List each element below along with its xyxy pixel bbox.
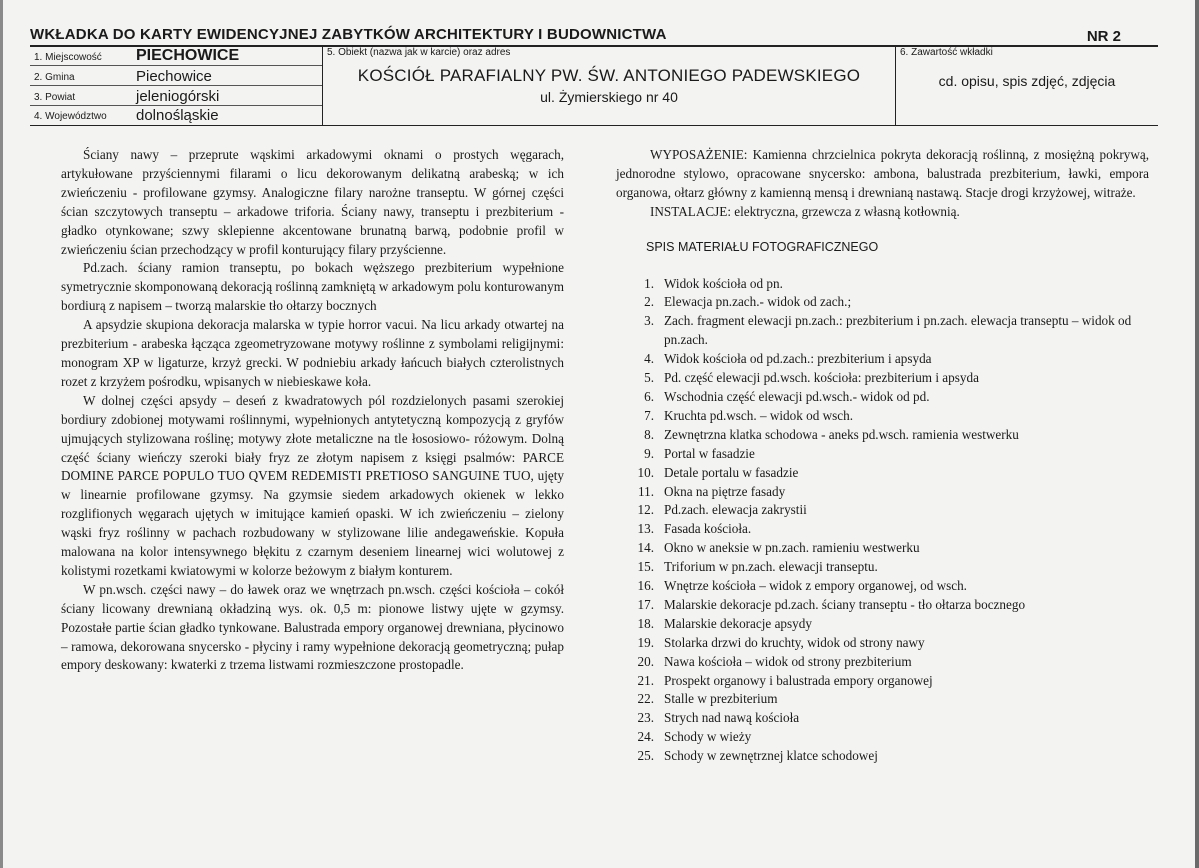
photo-list-text: Detale portalu w fasadzie <box>664 464 799 480</box>
field-wojewodztwo-value: dolnośląskie <box>136 107 219 124</box>
description-column <box>61 146 564 675</box>
photo-list-item <box>616 445 1149 464</box>
photo-list-number: 19. <box>637 634 654 650</box>
photo-list-item <box>616 728 1149 747</box>
photo-list-number: 22. <box>637 691 654 707</box>
scan-edge-left <box>0 0 3 868</box>
photo-list-item <box>616 407 1149 426</box>
photo-list-item <box>616 312 1149 350</box>
photo-list-item <box>616 672 1149 691</box>
field-gmina-label: 2. Gmina <box>34 72 75 83</box>
photo-list-item <box>616 596 1149 615</box>
photo-list-number: 21. <box>637 672 654 688</box>
photo-list-item <box>616 539 1149 558</box>
sheet-number: NR 2 <box>1086 28 1121 45</box>
object-name: KOŚCIÓŁ PARAFIALNY PW. ŚW. ANTONIEGO PADEWSKIEGO <box>357 66 861 85</box>
photo-list-text: Strych nad nawą kościoła <box>664 710 800 726</box>
photo-list-text: Nawa kościoła – widok od strony prezbiterium <box>664 653 912 669</box>
photo-list-item <box>616 293 1149 312</box>
field-miejscowosc-label: 1. Miejscowość <box>34 52 102 63</box>
photo-list <box>616 275 1149 767</box>
photo-list-number: 10. <box>637 464 654 480</box>
description-paragraph: W dolnej części apsydy – deseń z kwadratowych pól rozdzielonych pasami szerokiej bordiury zdobionej motywami roślinnymi, wypełnionych antytetyczną kompozycją z gryfów ujmujących stylizowana roślinę; motywy złote metaliczne na tle łososiowo- różowym. Dolną część ściany wieńczy szeroki biały fryz ze złotym napisem z księgi psalmów: PARCE DOMINE PARCE POPULO TUO QVEM REDEMISTI PRETIOSO SANGUINE TUO, ujęty w linearnie profilowane gzymsy. Na gzymsie siedem arkadowych okienek w lekko rozglifionych węgarach ujętych w imitujące kamień opaski. W ich zwieńczeniu – zielony wąski fryz roślinny w pachach rozbudowany w stylizowane lilie andegaweńskie. Kopuła malowana na kolor intensywnego błękitu z czarnym deseniem linearnej wici wolutowej z kolistymi rozetkami kwiatowymi w kolorze beżowym z białym konturem. <box>61 392 564 578</box>
photo-list-item <box>616 690 1149 709</box>
photo-list-heading: SPIS MATERIAŁU FOTOGRAFICZNEGO <box>646 239 879 254</box>
photo-list-text: Stalle w prezbiterium <box>664 691 778 707</box>
photo-list-number: 9. <box>644 445 654 461</box>
photo-list-number: 16. <box>637 578 654 594</box>
field-gmina-value: Piechowice <box>136 68 212 85</box>
photo-list-text: Schody w wieży <box>664 729 752 745</box>
field-wojewodztwo-label: 4. Województwo <box>34 111 107 122</box>
photo-list-text: Elewacja pn.zach.- widok od zach.; <box>664 294 852 310</box>
photo-list-item <box>616 615 1149 634</box>
photo-list-number: 25. <box>637 748 654 764</box>
photo-list-text: Wnętrze kościoła – widok z empory organowej, od wsch. <box>664 578 967 594</box>
photo-list-item <box>616 577 1149 596</box>
photo-list-text: Zach. fragment elewacji pn.zach.: prezbiterium i pn.zach. elewacja transeptu – widok od pn.zach. <box>664 313 1132 348</box>
photo-list-item <box>616 634 1149 653</box>
description-paragraph: A apsydzie skupiona dekoracja malarska w typie horror vacui. Na licu arkady otwartej na prezbiterium - arabeska łącząca zgeometryzowane motywy roślinne z symbolami religijnymi: monogram XP w ligaturze, krzyż grecki. W podniebiu arkady łańcuch białych czterolistnych rozet z krzyżem pośrodku, wpisanych w niebieskawe koła. <box>61 317 564 389</box>
photo-list-item <box>616 501 1149 520</box>
photo-list-number: 13. <box>637 521 654 537</box>
photo-list-item <box>616 388 1149 407</box>
photo-list-text: Kruchta pd.wsch. – widok od wsch. <box>664 407 853 423</box>
field-powiat-label: 3. Powiat <box>34 92 76 103</box>
equipment-and-photos-column <box>616 146 1149 766</box>
field-obiekt-label: 5. Obiekt (nazwa jak w karcie) oraz adres <box>327 47 511 58</box>
photo-list-number: 6. <box>644 388 654 404</box>
photo-list-number: 12. <box>637 502 654 518</box>
installations-paragraph: INSTALACJE: elektryczna, grzewcza z własną kotłownią. <box>650 203 960 219</box>
photo-list-item <box>616 558 1149 577</box>
field-wojewodztwo <box>30 105 322 125</box>
scan-edge-right <box>1195 0 1199 868</box>
equipment-paragraph: WYPOSAŻENIE: Kamienna chrzcielnica pokryta dekoracją roślinną, z mosiężną pokrywą, jednorodne stylowo, opracowane snycersko: ambona, balustrada prezbiterium, ławki, empora organowa, ołtarz główny z kamienną mensą i drewnianą nastawą. Stacje drogi krzyżowej, witraże. <box>616 147 1149 200</box>
photo-list-text: Wschodnia część elewacji pd.wsch.- widok od pd. <box>664 388 930 404</box>
photo-list-item <box>616 369 1149 388</box>
photo-list-number: 14. <box>637 540 654 556</box>
photo-list-text: Okno w aneksie w pn.zach. ramieniu westwerku <box>664 540 920 556</box>
photo-list-number: 3. <box>644 313 654 329</box>
photo-list-number: 2. <box>644 294 654 310</box>
photo-list-text: Malarskie dekoracje pd.zach. ściany transeptu - tło ołtarza bocznego <box>664 596 1026 612</box>
photo-list-number: 15. <box>637 559 654 575</box>
photo-list-text: Pd. część elewacji pd.wsch. kościoła: prezbiterium i apsyda <box>664 370 979 386</box>
photo-list-text: Fasada kościoła. <box>664 521 752 537</box>
photo-list-text: Okna na piętrze fasady <box>664 483 786 499</box>
photo-list-item <box>616 483 1149 502</box>
photo-list-number: 8. <box>644 426 654 442</box>
photo-list-text: Widok kościoła od pn. <box>664 275 783 291</box>
field-powiat <box>30 86 322 106</box>
photo-list-text: Pd.zach. elewacja zakrystii <box>664 502 807 518</box>
photo-list-number: 4. <box>644 351 654 367</box>
form-title: WKŁADKA DO KARTY EWIDENCYJNEJ ZABYTKÓW ARCHITEKTURY I BUDOWNICTWA <box>30 26 667 43</box>
photo-list-number: 7. <box>644 407 654 423</box>
photo-list-number: 18. <box>637 615 654 631</box>
description-paragraph: Ściany nawy – przeprute wąskimi arkadowymi oknami o prostych węgarach, artykułowane przyściennymi filarami o licu dekorowanym delikatną arabeską; w ich zwieńczeniu - profilowane gzymsy. Analogiczne filary narożne transeptu. W górnej części ścian szczytowych transeptu – arkadowe triforia. Ściany nawy, transeptu i prezbiterium - gładko otynkowane; szwy sklepienne akcentowane brunatną barwą, podobnie profil w zwieńczeniu ścian przechodzący w profil konturujący filary przyścienne. <box>61 147 564 257</box>
photo-list-number: 17. <box>637 596 654 612</box>
photo-list-number: 23. <box>637 710 654 726</box>
photo-list-text: Zewnętrzna klatka schodowa - aneks pd.wsch. ramienia westwerku <box>664 426 1019 442</box>
photo-list-item <box>616 275 1149 294</box>
photo-list-text: Schody w zewnętrznej klatce schodowej <box>664 748 878 764</box>
field-powiat-value: jeleniogórski <box>136 88 220 105</box>
object-address: ul. Żymierskiego nr 40 <box>540 89 678 105</box>
photo-list-text: Malarskie dekoracje apsydy <box>664 615 812 631</box>
field-zawartosc-value: cd. opisu, spis zdjęć, zdjęcia <box>938 73 1116 89</box>
photo-list-number: 24. <box>637 729 654 745</box>
description-paragraph: Pd.zach. ściany ramion transeptu, po bokach węższego prezbiterium wypełnione symetrycznie skomponowaną dekoracją roślinną zamkniętą w arkadowym polu konturowanym bordiurą z napisem – tworzą malarskie tło ołtarzy bocznych <box>61 260 564 314</box>
header-divider-1 <box>322 46 323 126</box>
photo-list-item <box>616 653 1149 672</box>
photo-list-number: 20. <box>637 653 654 669</box>
photo-list-item <box>616 520 1149 539</box>
photo-list-item <box>616 709 1149 728</box>
photo-list-item <box>616 350 1149 369</box>
photo-list-text: Prospekt organowy i balustrada empory organowej <box>664 672 933 688</box>
photo-list-number: 11. <box>638 483 654 499</box>
field-gmina <box>30 66 322 86</box>
photo-list-text: Widok kościoła od pd.zach.: prezbiterium i apsyda <box>664 351 932 367</box>
photo-list-item <box>616 426 1149 445</box>
photo-list-item <box>616 464 1149 483</box>
header-bottom-rule <box>30 125 1158 126</box>
field-miejscowosc <box>30 46 322 66</box>
photo-list-number: 5. <box>644 370 654 386</box>
photo-list-text: Portal w fasadzie <box>664 445 755 461</box>
photo-list-item <box>616 747 1149 766</box>
photo-list-number: 1. <box>644 275 654 291</box>
photo-list-text: Triforium w pn.zach. elewacji transeptu. <box>664 559 878 575</box>
field-miejscowosc-value: PIECHOWICE <box>136 47 240 64</box>
field-zawartosc-label: 6. Zawartość wkładki <box>900 47 993 58</box>
photo-list-text: Stolarka drzwi do kruchty, widok od strony nawy <box>664 634 925 650</box>
description-paragraph: W pn.wsch. części nawy – do ławek oraz we wnętrzach pn.wsch. części kościoła – cokół ściany licowany drewnianą okładziną wys. ok. 0,5 m: pionowe listwy ujęte w gzymsy. Pozostałe partie ścian gładko tynkowane. Balustrada empory organowej drewniana, płycinowo – ramowa, dekorowana snycersko - płyciny i ramy wypełnione dekoracją geometryczną; pułap empory deskowany: kwaterki z trzema listwami rozmieszczone prostopadle. <box>61 581 564 673</box>
